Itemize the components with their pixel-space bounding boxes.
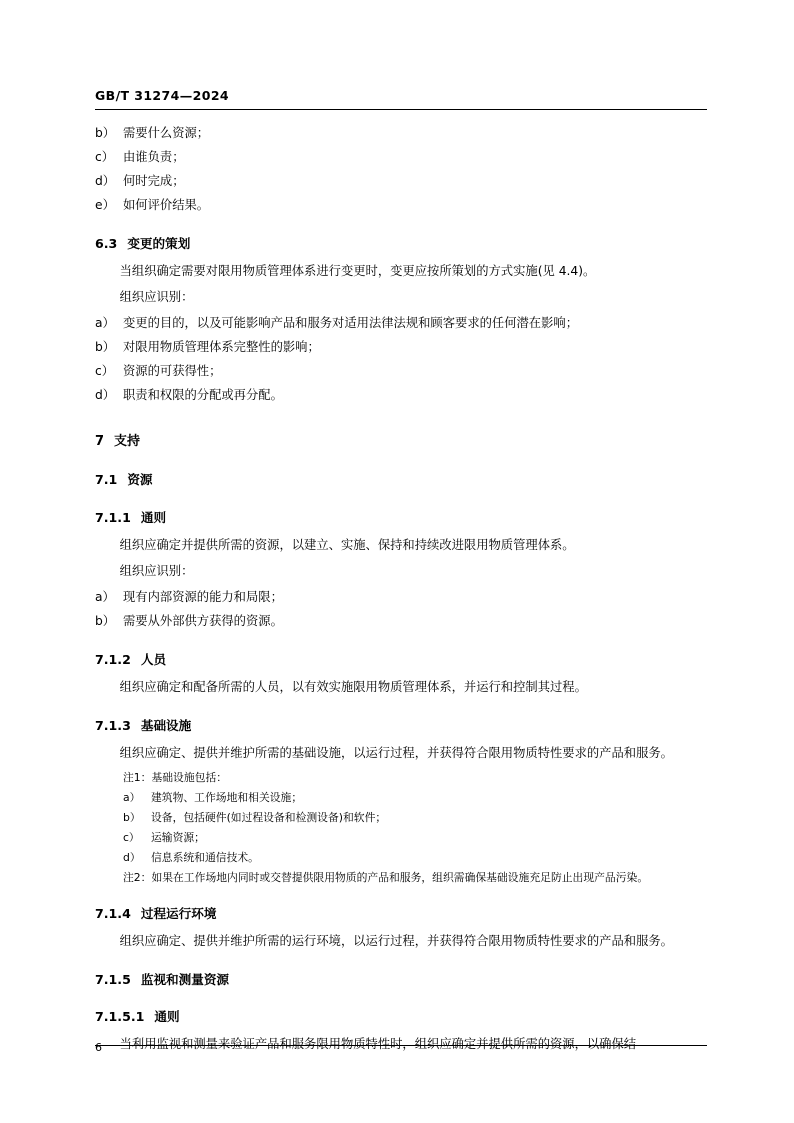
list-text: 现有内部资源的能力和局限； xyxy=(123,590,283,605)
list-item xyxy=(95,360,707,384)
list-text: 资源的可获得性； xyxy=(123,363,222,378)
header-divider xyxy=(95,109,707,110)
note-heading: 注1：基础设施包括： xyxy=(123,770,228,784)
list-item xyxy=(95,146,707,170)
list-marker: b） xyxy=(95,126,116,140)
section-number: 7.1.5 xyxy=(95,971,131,987)
paragraph: 组织应识别： xyxy=(119,289,194,304)
section-heading-7 xyxy=(95,430,707,455)
note-list-item xyxy=(95,808,707,828)
list-item xyxy=(95,586,707,610)
list-text: 变更的目的，以及可能影响产品和服务对适用法律法规和顾客要求的任何潜在影响； xyxy=(123,315,578,330)
note-list-marker: a） xyxy=(123,790,141,804)
section-heading-7-1-5-1 xyxy=(95,1005,707,1029)
note-list-text: 运输资源； xyxy=(151,830,205,844)
list-item xyxy=(95,170,707,194)
page-number: 6 xyxy=(95,1041,102,1054)
section-title: 过程运行环境 xyxy=(140,905,217,921)
section-heading-7-1-3 xyxy=(95,714,707,738)
list-item xyxy=(95,122,707,146)
section-title: 通则 xyxy=(140,510,167,526)
section-number: 7.1.4 xyxy=(95,905,131,921)
list-marker: a） xyxy=(95,315,115,330)
section-title: 基础设施 xyxy=(140,717,192,733)
list-marker: e） xyxy=(95,197,115,212)
paragraph: 当利用监视和测量来验证产品和服务限用物质特性时，组织应确定并提供所需的资源，以确保结 xyxy=(119,1037,637,1052)
note-list-text: 信息系统和通信技术。 xyxy=(151,850,259,864)
section-number: 7.1 xyxy=(95,472,118,488)
paragraph: 当组织确定需要对限用物质管理体系进行变更时，变更应按所策划的方式实施(见 4.4)。 xyxy=(119,263,596,278)
section-heading-6-3 xyxy=(95,232,707,256)
section-number: 7.1.2 xyxy=(95,652,131,668)
footer-divider xyxy=(95,1045,707,1046)
note-list-marker: b） xyxy=(123,810,141,824)
note-list-item xyxy=(95,848,707,868)
list-continuation xyxy=(95,122,707,218)
paragraph: 组织应确定、提供并维护所需的运行环境，以运行过程，并获得符合限用物质特性要求的产品和服务。 xyxy=(119,933,673,948)
list-item xyxy=(95,610,707,634)
section-title: 通则 xyxy=(154,1009,180,1025)
note-list-text: 设备，包括硬件(如过程设备和检测设备)和软件； xyxy=(151,810,387,824)
list-text: 由谁负责； xyxy=(123,149,185,164)
paragraph: 组织应确定和配备所需的人员，以有效实施限用物质管理体系，并运行和控制其过程。 xyxy=(119,679,587,694)
section-number: 6.3 xyxy=(95,235,118,251)
list-marker: d） xyxy=(95,173,116,188)
list-item xyxy=(95,384,707,408)
list-marker: b） xyxy=(95,614,116,629)
section-heading-7-1-4 xyxy=(95,902,707,926)
section-heading-7-1-1 xyxy=(95,506,707,530)
section-title: 监视和测量资源 xyxy=(140,971,230,987)
list-marker: c） xyxy=(95,363,115,378)
note-paragraph: 注2：如果在工作场地内同时或交替提供限用物质的产品和服务，组织需确保基础设施充足防止出现产品污染。 xyxy=(123,870,649,884)
note-list-marker: c） xyxy=(123,830,140,844)
standard-number-header: GB/T 31274—2024 xyxy=(95,88,230,103)
list-marker: b） xyxy=(95,339,116,354)
note-list-item xyxy=(95,788,707,808)
list-text: 如何评价结果。 xyxy=(123,197,210,212)
list-marker: a） xyxy=(95,590,115,605)
list-item xyxy=(95,336,707,360)
list-text: 对限用物质管理体系完整性的影响； xyxy=(123,339,320,354)
list-text: 需要什么资源； xyxy=(123,126,210,140)
section-title: 变更的策划 xyxy=(127,235,191,251)
note-list-marker: d） xyxy=(123,850,141,864)
section-number: 7 xyxy=(95,433,105,449)
section-number: 7.1.5.1 xyxy=(95,1009,145,1025)
list-text: 何时完成； xyxy=(123,173,185,188)
paragraph: 组织应确定并提供所需的资源，以建立、实施、保持和持续改进限用物质管理体系。 xyxy=(119,538,575,553)
list-item xyxy=(95,312,707,336)
section-title: 人员 xyxy=(140,652,167,668)
section-title: 支持 xyxy=(114,433,141,449)
paragraph: 组织应识别： xyxy=(119,564,194,579)
section-heading-7-1-5 xyxy=(95,968,707,992)
paragraph: 组织应确定、提供并维护所需的基础设施，以运行过程，并获得符合限用物质特性要求的产品和服务。 xyxy=(119,745,673,760)
note-list-item xyxy=(95,828,707,848)
section-heading-7-1 xyxy=(95,468,707,492)
section-heading-7-1-2 xyxy=(95,648,707,672)
note-list-text: 建筑物、工作场地和相关设施； xyxy=(151,790,303,804)
list-marker: d） xyxy=(95,387,116,402)
list-text: 需要从外部供方获得的资源。 xyxy=(123,614,283,629)
section-title: 资源 xyxy=(127,472,153,488)
list-text: 职责和权限的分配或再分配。 xyxy=(123,387,283,402)
list-marker: c） xyxy=(95,149,115,164)
section-number: 7.1.3 xyxy=(95,717,131,733)
section-number: 7.1.1 xyxy=(95,510,131,526)
list-item xyxy=(95,194,707,218)
page-content xyxy=(95,88,707,1059)
